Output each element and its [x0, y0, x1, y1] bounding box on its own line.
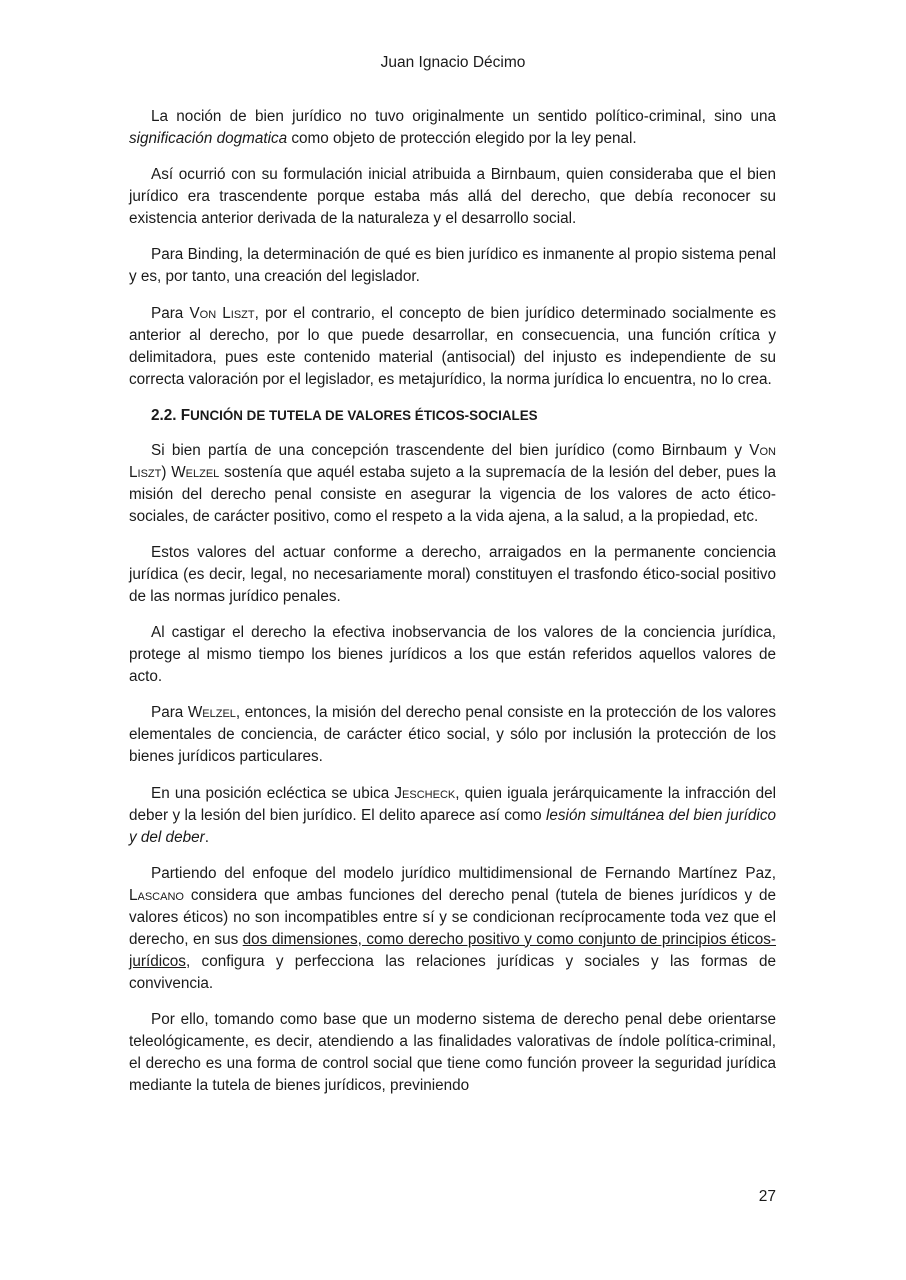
paragraph: Para Von Liszt, por el contrario, el concepto de bien jurídico determinado socialmente es anterior al derecho, por lo que puede desarrollar, en consecuencia, una función crítica y delimitadora, pues este contenido material (antisocial) del injusto es independiente de su correcta valoración por el legislador, es metajurídico, la norma jurídica lo encuentra, no lo crea. — [129, 304, 776, 388]
underlined-text: dos dimensiones, como derecho positivo y como conjunto de principios éticos-jurídicos — [129, 930, 776, 970]
section-heading: 2.2. FUNCIÓN DE TUTELA DE VALORES ÉTICOS-SOCIALES — [151, 406, 538, 424]
running-header: Juan Ignacio Décimo — [380, 54, 526, 71]
paragraph: Para Binding, la determinación de qué es bien jurídico es inmanente al propio sistema penal y es, por tanto, una creación del legislador. — [129, 246, 776, 286]
paragraph: Para Welzel, entonces, la misión del derecho penal consiste en la protección de los valores elementales de conciencia, de carácter ético social, y sólo por inclusión la protección de los bienes jurídicos particulares. — [129, 704, 777, 766]
paragraph: Estos valores del actuar conforme a derecho, arraigados en la permanente conciencia jurídica (es decir, legal, no necesariamente moral) constituyen el trasfondo ético-social positivo de las normas jurídico penales. — [129, 543, 776, 605]
emphasis: lesión simultánea del bien jurídico y del deber — [129, 806, 776, 846]
author-name: Von Liszt — [129, 441, 776, 481]
paragraph: Por ello, tomando como base que un moderno sistema de derecho penal debe orientarse teleológicamente, es decir, atendiendo a las finalidades valorativas de índole política-criminal, el derecho es una forma de control social que tiene como función proveer la seguridad jurídica mediante la tutela de bienes jurídicos, previniendo — [129, 1010, 776, 1094]
author-name: Welzel — [187, 704, 236, 722]
paragraph: Al castigar el derecho la efectiva inobservancia de los valores de la conciencia jurídica, protege al mismo tiempo los bienes jurídicos a los que están referidos aquellos valores de acto. — [129, 624, 776, 686]
author-name: Lascano — [129, 886, 184, 904]
paragraph: Si bien partía de una concepción trascendente del bien jurídico (como Birnbaum y Von Liszt) Welzel sostenía que aquél estaba sujeto a la supremacía de la lesión del deber, pues la misión del derecho penal consiste en asegurar la vigencia de los valores de acto ético-sociales, de carácter positivo, como el respeto a la vida ajena, a la salud, a la propiedad, etc. — [129, 441, 776, 525]
paragraph: Partiendo del enfoque del modelo jurídico multidimensional de Fernando Martínez Paz, Lascano considera que ambas funciones del derecho penal (tutela de bienes jurídicos y de valores éticos) no son incompatibles entre sí y se condicionan recíprocamente toda vez que el derecho, en sus dos dimensiones, como derecho positivo y como conjunto de principios éticos-jurídicos, configura y perfecciona las relaciones jurídicas y sociales y las formas de convivencia. — [129, 864, 776, 992]
paragraph: Así ocurrió con su formulación inicial atribuida a Birnbaum, quien consideraba que el bien jurídico era trascendente porque estaba más allá del derecho, que debía reconocer su existencia anterior derivada de la naturaleza y el desarrollo social. — [129, 166, 776, 228]
page-body — [129, 106, 776, 1111]
emphasis: significación dogmatica — [129, 130, 288, 147]
paragraph: En una posición ecléctica se ubica Jescheck, quien iguala jerárquicamente la infracción del deber y la lesión del bien jurídico. El delito aparece así como lesión simultánea del bien jurídico y del deber. — [129, 784, 776, 846]
author-name: Von Liszt — [189, 304, 255, 322]
author-name: Jescheck — [394, 784, 456, 802]
author-name: Welzel — [171, 463, 220, 481]
page-number: 27 — [758, 1188, 776, 1205]
paragraph: La noción de bien jurídico no tuvo originalmente un sentido político-criminal, sino una significación dogmatica como objeto de protección elegido por la ley penal. — [129, 108, 776, 147]
